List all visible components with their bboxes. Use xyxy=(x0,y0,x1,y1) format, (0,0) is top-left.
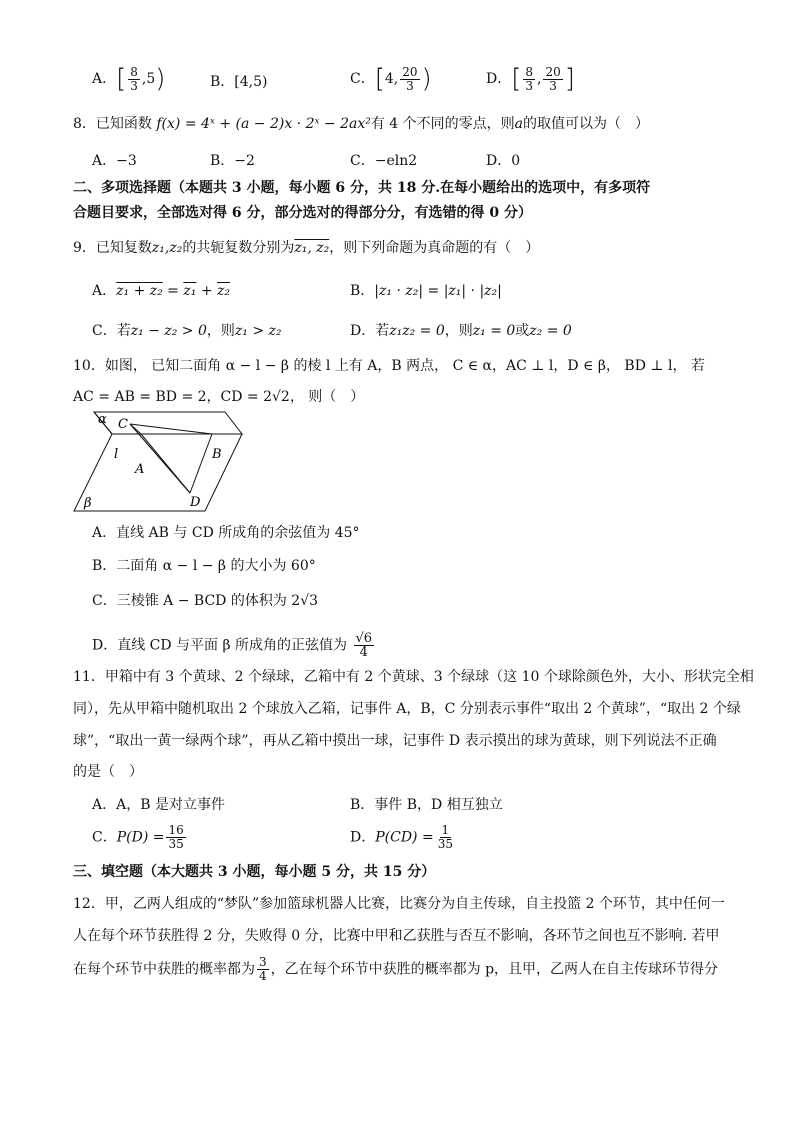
q11-stem-line1: 11．甲箱中有 3 个黄球、2 个绿球，乙箱中有 2 个黄球、3 个绿球（这 10 个球除颜色外，大小、形状完全相 xyxy=(73,669,754,685)
q9-stem: 9．已知复数z₁,z₂的共轭复数分别为z₁, z₂，则下列命题为真命题的有（ ） xyxy=(73,240,540,256)
q9-option-b[interactable]: B．|z₁ · z₂| = |z₁| · |z₂| xyxy=(350,283,502,299)
dihedral-angle-figure xyxy=(72,408,252,518)
q7-option-a[interactable]: A．[ $\frac{8}{3}$ ,5) xyxy=(92,64,166,94)
label-a: A xyxy=(135,462,145,477)
q8-option-d[interactable]: D．0 xyxy=(486,153,521,169)
label-b: B xyxy=(212,447,222,462)
q8-option-c[interactable]: C．−eln2 xyxy=(350,153,418,169)
q11-option-b[interactable]: B．事件 B，D 相互独立 xyxy=(350,797,503,813)
q12-stem-line2: 人在每个环节获胜得 2 分，失败得 0 分，比赛中甲和乙获胜与否互不影响，各环节之间也互不影响. 若甲 xyxy=(73,928,720,944)
q9-option-d[interactable]: D．若z₁z₂ = 0，则z₁ = 0或z₂ = 0 xyxy=(350,323,572,339)
q11-option-d[interactable]: D．P(CD) = $\frac{1}{35}$ xyxy=(350,823,453,851)
segment-bd xyxy=(190,434,212,493)
section2-heading-line1: 二、多项选择题（本题共 3 小题，每小题 6 分，共 18 分.在每小题给出的选项中，有多项符 xyxy=(73,180,651,196)
q11-stem-line3: 球”，“取出一黄一绿两个球”，再从乙箱中摸出一球，记事件 D 表示摸出的球为黄球，则下列说法不正确 xyxy=(73,733,717,749)
q11-stem-line4: 的是（ ） xyxy=(73,764,143,780)
plane-alpha-top xyxy=(94,412,242,434)
q10-option-b[interactable]: B．二面角 α − l − β 的大小为 60° xyxy=(92,558,316,574)
section3-heading: 三、填空题（本大题共 3 小题，每小题 5 分，共 15 分） xyxy=(73,864,436,880)
q9-option-a[interactable]: A．z₁ + z₂ = z₁ + z₂ xyxy=(92,283,231,299)
q11-option-c[interactable]: C．P(D) = $\frac{16}{35}$ xyxy=(92,823,184,851)
label-d: D xyxy=(190,495,201,510)
q7-option-b[interactable]: B．[4,5) xyxy=(210,74,268,90)
label-alpha: α xyxy=(98,412,107,427)
q7-option-d[interactable]: D．[ $\frac{8}{3}$ , $\frac{20}{3}$ ] xyxy=(486,64,575,94)
q10-option-d[interactable]: D．直线 CD 与平面 β 所成角的正弦值为 $\frac{√6}{4}$ xyxy=(92,631,373,660)
q8-stem: 8．已知函数 f(x) = 4ˣ + (a − 2)x · 2ˣ − 2ax²有 4 个不同的零点，则a的取值可以为（ ） xyxy=(73,116,650,132)
q10-option-a[interactable]: A．直线 AB 与 CD 所成角的余弦值为 45° xyxy=(92,525,360,541)
q10-stem-line2: AC = AB = BD = 2，CD = 2√2， 则（ ） xyxy=(73,389,365,405)
q11-option-a[interactable]: A．A，B 是对立事件 xyxy=(92,797,225,813)
plane-beta xyxy=(74,434,242,511)
q11-stem-line2: 同），先从甲箱中随机取出 2 个球放入乙箱，记事件 A，B，C 分别表示事件“取出 2 个黄球”，“取出 2 个绿 xyxy=(73,701,741,717)
label-c: C xyxy=(118,417,128,432)
q9-option-c[interactable]: C．若z₁ − z₂ > 0，则z₁ > z₂ xyxy=(92,323,282,339)
section2-heading-line2: 合题目要求，全部选对得 6 分，部分选对的得部分分，有选错的得 0 分） xyxy=(73,205,532,221)
q8-option-a[interactable]: A．−3 xyxy=(92,153,137,169)
q12-stem-line1: 12．甲，乙两人组成的“梦队”参加篮球机器人比赛，比赛分为自主传球，自主投篮 2 个环节，其中任何一 xyxy=(73,896,725,912)
q10-option-c[interactable]: C．三棱锥 A − BCD 的体积为 2√3 xyxy=(92,593,319,609)
q7-option-c[interactable]: C．[4, $\frac{20}{3}$ ) xyxy=(350,64,432,94)
q12-stem-line3: 在每个环节中获胜的概率都为 $\frac{3}{4}$ ，乙在每个环节中获胜的概率都为 p，且甲，乙两人在自主传球环节得分 xyxy=(73,955,719,983)
q10-stem-line1: 10．如图， 已知二面角 α − l − β 的棱 l 上有 A，B 两点， C ∈ α，AC ⊥ l，D ∈ β， BD ⊥ l， 若 xyxy=(73,358,705,374)
segment-ad xyxy=(141,434,190,493)
label-beta: β xyxy=(84,496,92,511)
label-l: l xyxy=(114,447,119,462)
segment-cb xyxy=(130,424,212,434)
q8-option-b[interactable]: B．−2 xyxy=(210,153,255,169)
